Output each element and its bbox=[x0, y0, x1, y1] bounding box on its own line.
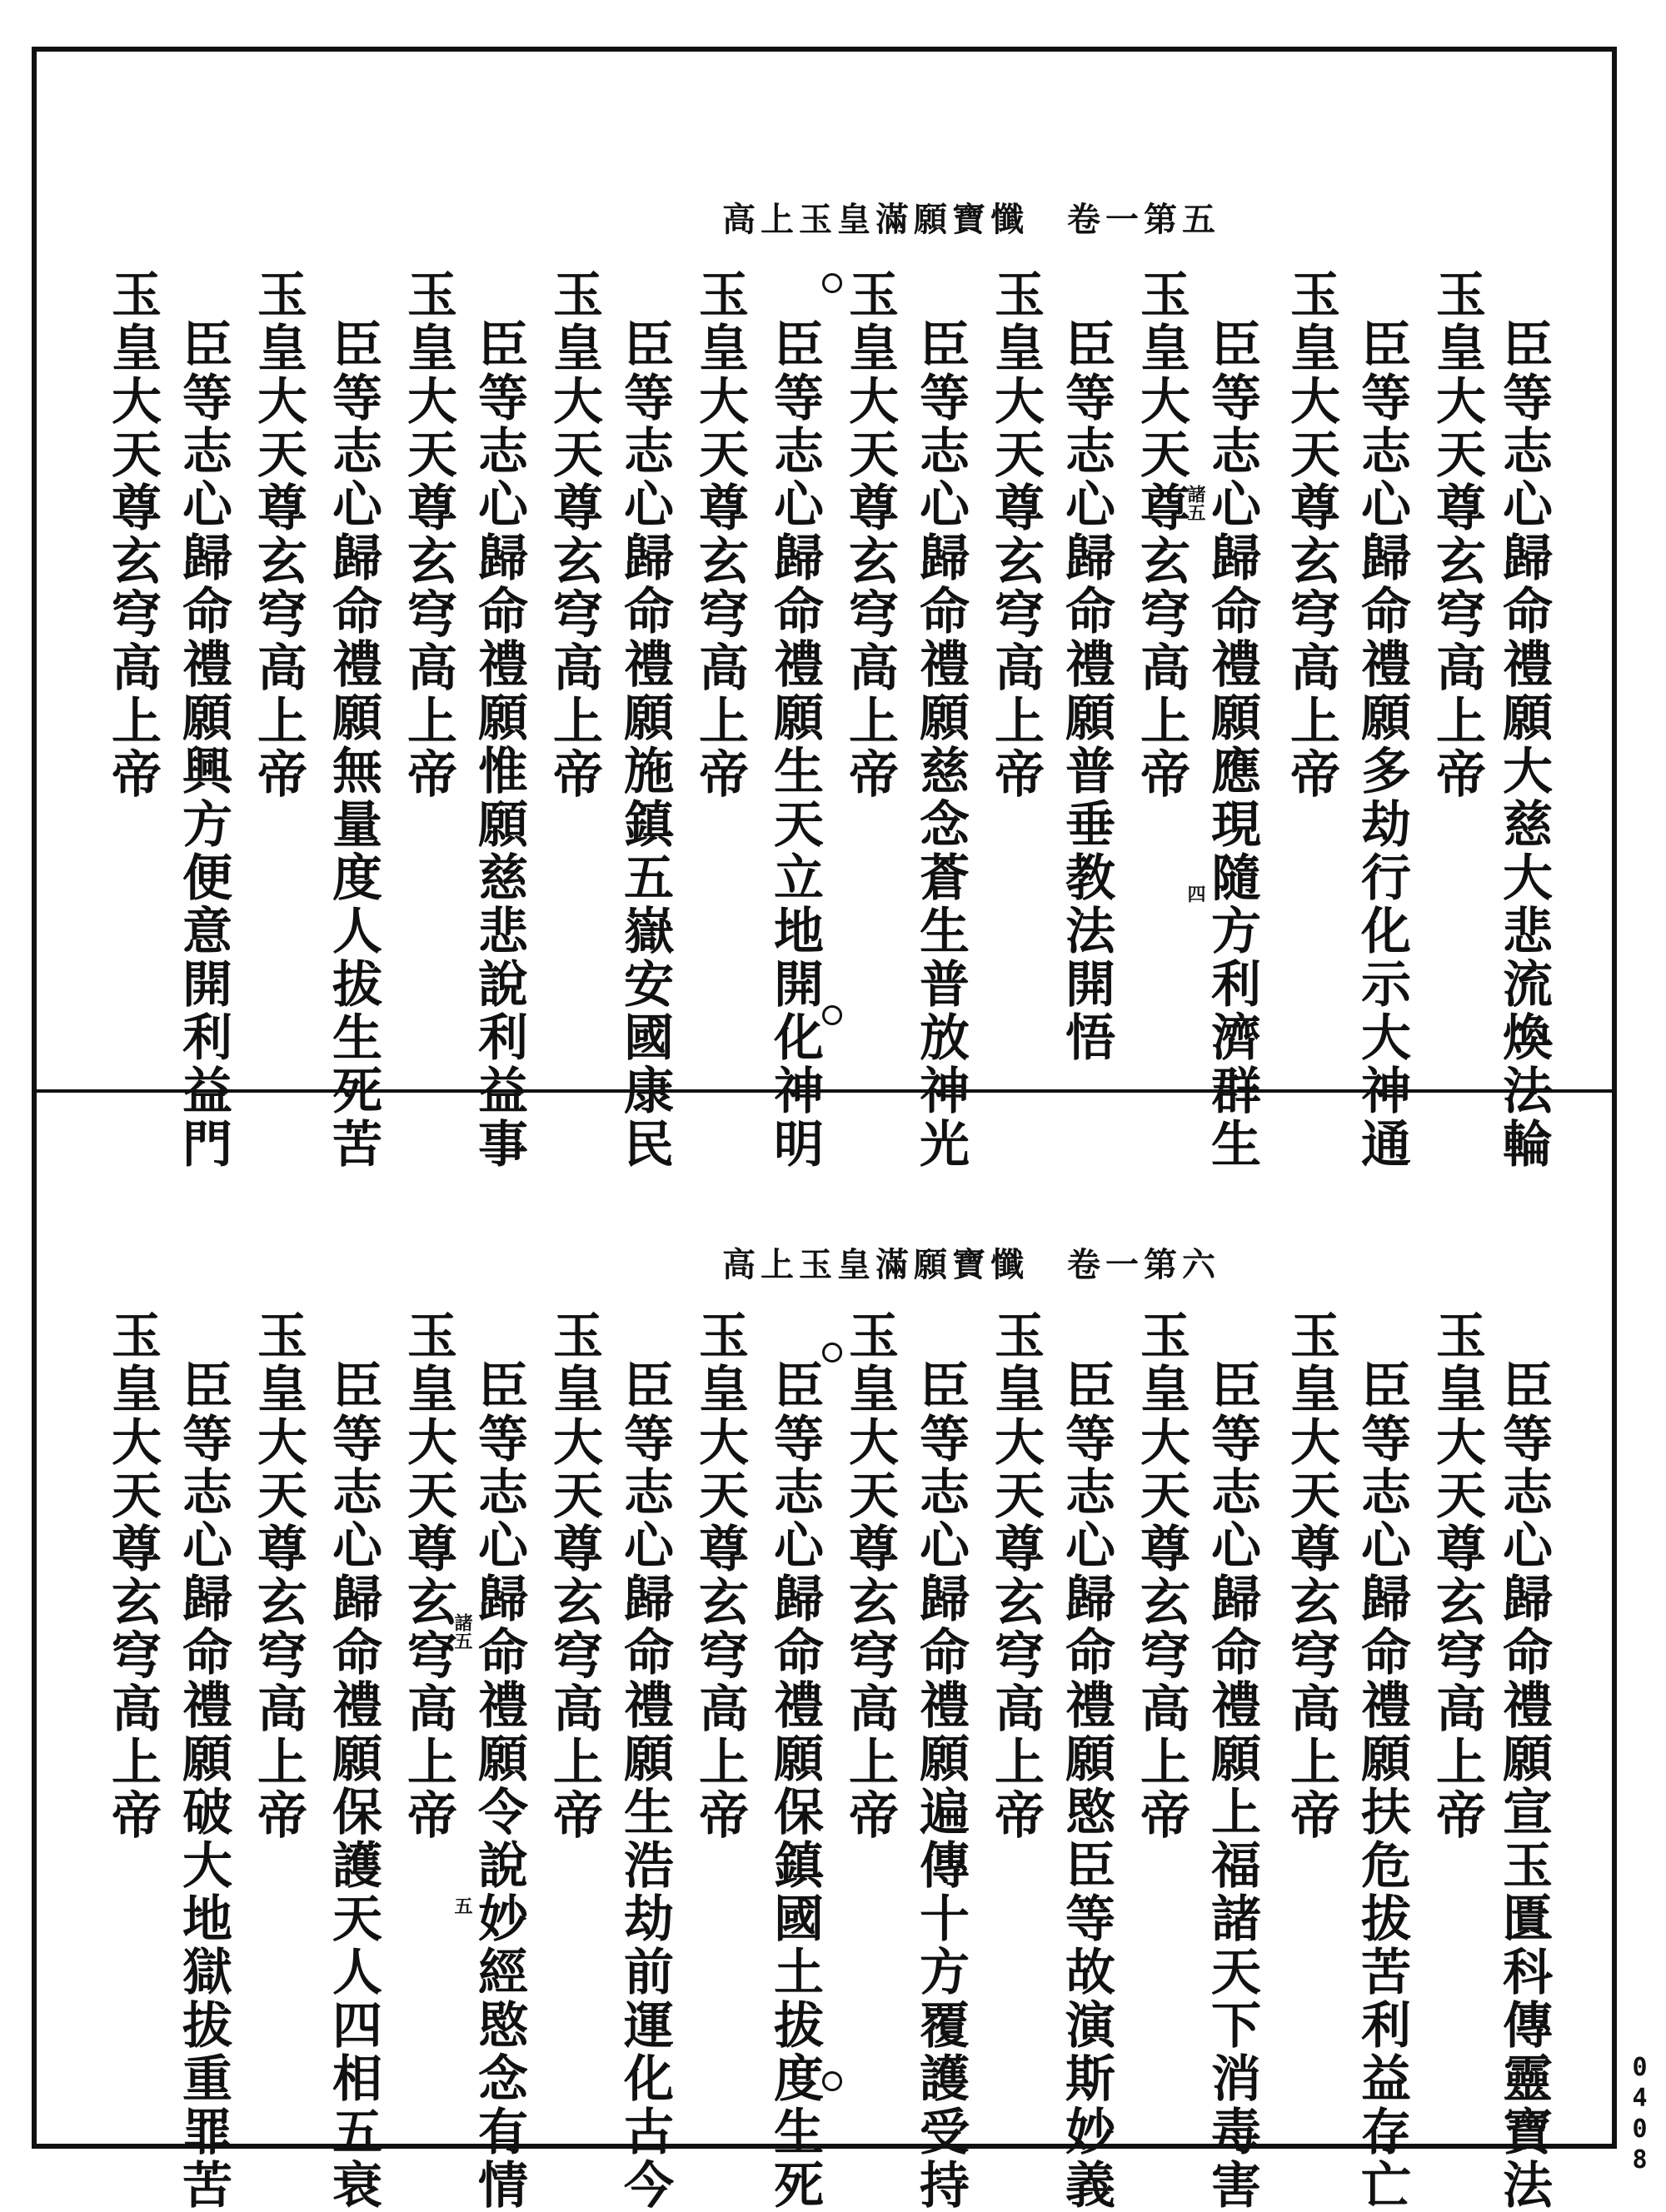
page-frame bbox=[32, 47, 1617, 2212]
text-column: 玉皇大天尊玄穹高上帝 bbox=[399, 1309, 457, 1842]
text-column: 玉皇大天尊玄穹高上帝 bbox=[1282, 268, 1340, 801]
text-column: 玉皇大天尊玄穹高上帝 bbox=[691, 1309, 749, 1842]
top-header: 高上玉皇滿願寶懺 卷一第五 bbox=[722, 200, 1220, 239]
circle-mark bbox=[822, 1343, 842, 1363]
text-column: 玉皇大天尊玄穹高上帝 bbox=[691, 268, 749, 801]
text-column: 臣等志心歸命禮願惟願慈悲說利益事 bbox=[470, 318, 528, 1171]
text-column: 臣等志心歸命禮願愍臣等故演斯妙義 bbox=[1057, 1359, 1115, 2212]
bottom-header: 高上玉皇滿願寶懺 卷一第六 bbox=[722, 1245, 1220, 1284]
page-number: 0408 bbox=[1625, 2053, 1654, 2176]
text-column: 臣等志心歸命禮願無量度人拔生死苦 bbox=[324, 318, 382, 1171]
annotation-note: 四 bbox=[1185, 884, 1206, 903]
circle-mark bbox=[822, 273, 842, 293]
text-column: 玉皇大天尊玄穹高上帝 bbox=[545, 1309, 603, 1842]
text-column: 玉皇大天尊玄穹高上帝 bbox=[840, 268, 899, 801]
text-column: 玉皇大天尊玄穹高上帝 bbox=[103, 1309, 162, 1842]
text-column: 玉皇大天尊玄穹高上帝 bbox=[1428, 268, 1486, 801]
text-column: 臣等志心歸命禮願令說妙經愍念有情 bbox=[470, 1359, 528, 2212]
text-column: 臣等志心歸命禮願生浩劫前運化古今 bbox=[616, 1359, 674, 2212]
text-column: 玉皇大天尊玄穹高上帝 bbox=[249, 268, 307, 801]
text-column: 臣等志心歸命禮願慈念蒼生普放神光 bbox=[911, 318, 970, 1171]
text-column: 臣等志心歸命禮願宣玉匱科傳靈寶法 bbox=[1494, 1359, 1553, 2212]
text-column: 臣等志心歸命禮願遍傳十方覆護受持 bbox=[911, 1359, 970, 2212]
text-column: 臣等志心歸命禮願上福諸天下消毒害 bbox=[1203, 1359, 1261, 2212]
text-column: 臣等志心歸命禮願保護天人四相五衰 bbox=[324, 1359, 382, 2212]
text-column: 玉皇大天尊玄穹高上帝 bbox=[545, 268, 603, 801]
top-panel bbox=[37, 52, 1612, 1171]
text-column: 玉皇大天尊玄穹高上帝 bbox=[249, 1309, 307, 1842]
text-column: 玉皇大天尊玄穹高上帝 bbox=[986, 1309, 1045, 1842]
text-column: 玉皇大天尊玄穹高上帝 bbox=[1132, 1309, 1190, 1842]
text-column: 玉皇大天尊玄穹高上帝 bbox=[399, 268, 457, 801]
text-column: 玉皇大天尊玄穹高上帝 bbox=[1428, 1309, 1486, 1842]
text-column: 臣等志心歸命禮願普垂教法開悟 bbox=[1057, 318, 1115, 1064]
text-column: 玉皇大天尊玄穹高上帝 bbox=[986, 268, 1045, 801]
text-column: 臣等志心歸命禮願多劫行化示大神通 bbox=[1353, 318, 1411, 1171]
annotation-note: 五 bbox=[451, 1896, 473, 1915]
text-column: 玉皇大天尊玄穹高上帝 bbox=[103, 268, 162, 801]
text-column: 玉皇大天尊玄穹高上帝 bbox=[840, 1309, 899, 1842]
text-column: 臣等志心歸命禮願興方便意開利益門 bbox=[174, 318, 232, 1171]
text-column: 臣等志心歸命禮願扶危拔苦利益存亡 bbox=[1353, 1359, 1411, 2212]
text-column: 臣等志心歸命禮願施鎮五嶽安國康民 bbox=[616, 318, 674, 1171]
annotation-note: 諸五 bbox=[451, 1613, 473, 1650]
circle-mark bbox=[822, 1005, 842, 1025]
text-column: 玉皇大天尊玄穹高上帝 bbox=[1282, 1309, 1340, 1842]
text-column: 臣等志心歸命禮願保鎮國土拔度生死 bbox=[766, 1359, 824, 2212]
annotation-note: 諸五 bbox=[1185, 485, 1206, 521]
text-column: 臣等志心歸命禮願應現隨方利濟群生 bbox=[1203, 318, 1261, 1171]
text-column: 臣等志心歸命禮願生天立地開化神明 bbox=[766, 318, 824, 1171]
text-column: 臣等志心歸命禮願破大地獄拔重罪苦 bbox=[174, 1359, 232, 2212]
text-column: 臣等志心歸命禮願大慈大悲流煥法輪 bbox=[1494, 318, 1553, 1171]
text-column: 玉皇大天尊玄穹高上帝 bbox=[1132, 268, 1190, 801]
circle-mark bbox=[822, 2071, 842, 2091]
bottom-panel bbox=[37, 1093, 1612, 2212]
